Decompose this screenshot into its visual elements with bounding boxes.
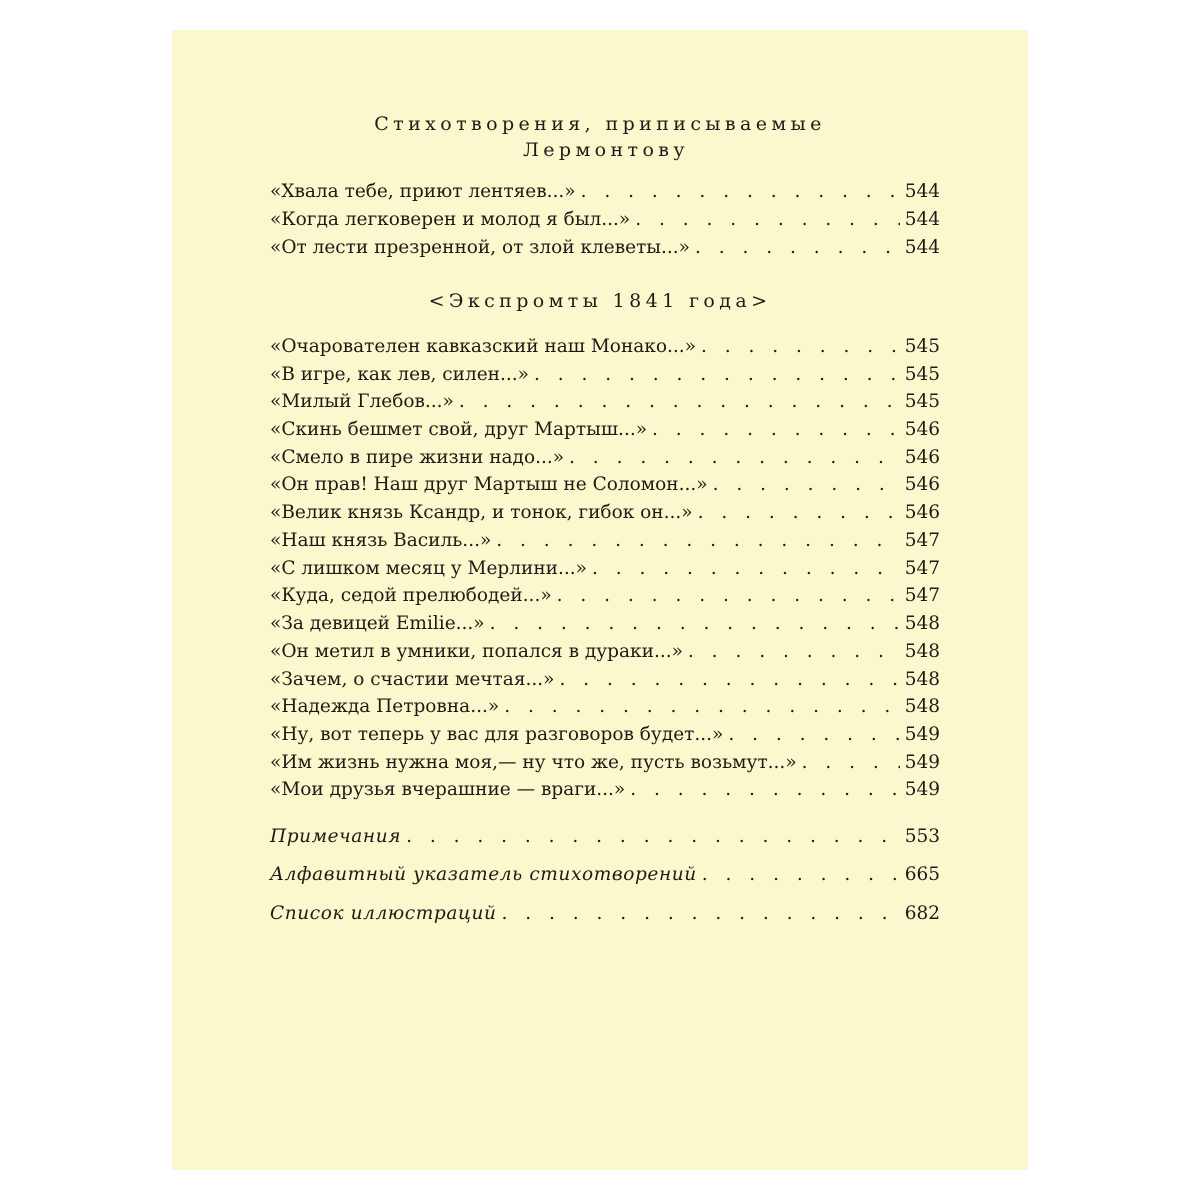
entry-page-number: 546 (904, 502, 940, 523)
entry-page-number: 547 (904, 558, 940, 579)
entry-title: «Ну, вот теперь у вас для разговоров будет...» (270, 724, 724, 745)
entry-page-number: 544 (904, 181, 940, 202)
toc-entry-illustrations[interactable] (270, 900, 940, 928)
toc-entry[interactable] (270, 582, 940, 610)
entry-title: «Милый Глебов...» (270, 391, 454, 412)
toc-entry[interactable] (270, 638, 940, 666)
entry-title: «Им жизнь нужна моя,— ну что же, пусть возьмут...» (270, 752, 797, 773)
entry-title: «С лишком месяц у Мерлини...» (270, 558, 587, 579)
dot-leader (592, 555, 900, 583)
entry-title: «Мои друзья вчерашние — враги...» (270, 779, 626, 800)
toc-entry[interactable] (270, 776, 940, 804)
toc-entry[interactable] (270, 471, 940, 499)
dot-leader (581, 178, 900, 206)
dot-leader (569, 444, 900, 472)
dot-leader (652, 416, 900, 444)
toc-entry[interactable] (270, 388, 940, 416)
entry-title: «Он метил в умники, попался в дураки...» (270, 641, 683, 662)
entry-page-number: 548 (904, 613, 940, 634)
entry-page-number: 544 (904, 209, 940, 230)
entry-title: Примечания (270, 826, 402, 847)
entry-page-number: 549 (904, 779, 940, 800)
toc-entry[interactable] (270, 361, 940, 389)
entry-title: «Очарователен кавказский наш Монако...» (270, 336, 696, 357)
dot-leader (406, 823, 900, 851)
section-heading-impromptus: <Экспромты 1841 года> (428, 290, 772, 312)
entry-page-number: 553 (904, 826, 940, 847)
entry-page-number: 549 (904, 724, 940, 745)
entry-page-number: 546 (904, 447, 940, 468)
entry-title: Список иллюстраций (270, 903, 497, 924)
dot-leader (688, 638, 900, 666)
toc-entry[interactable] (270, 333, 940, 361)
entry-page-number: 545 (904, 391, 940, 412)
entry-title: «Велик князь Ксандр, и тонок, гибок он...» (270, 502, 693, 523)
dot-leader (504, 693, 900, 721)
dot-leader (702, 861, 900, 889)
toc-entry[interactable] (270, 499, 940, 527)
dot-leader (635, 206, 900, 234)
dot-leader (802, 749, 900, 777)
dot-leader (698, 499, 900, 527)
entry-page-number: 548 (904, 696, 940, 717)
dot-leader (713, 471, 900, 499)
entry-page-number: 548 (904, 669, 940, 690)
dot-leader (630, 776, 900, 804)
entry-page-number: 547 (904, 530, 940, 551)
dot-leader (701, 333, 900, 361)
entry-page-number: 547 (904, 585, 940, 606)
dot-leader (496, 527, 900, 555)
entry-title: «Хвала тебе, приют лентяев...» (270, 181, 576, 202)
toc-entry[interactable] (270, 749, 940, 777)
toc-entry[interactable] (270, 610, 940, 638)
entry-title: «Надежда Петровна...» (270, 696, 500, 717)
entry-page-number: 682 (904, 903, 940, 924)
entry-page-number: 545 (904, 364, 940, 385)
entry-page-number: 546 (904, 474, 940, 495)
dot-leader (559, 666, 900, 694)
toc-entry[interactable] (270, 178, 940, 206)
dot-leader (490, 610, 900, 638)
toc-entry[interactable] (270, 555, 940, 583)
section-heading-attributed: Стихотворения, приписываемые (374, 113, 826, 135)
section-heading-attributed-line2: Лермонтову (523, 139, 689, 161)
book-page (172, 30, 1028, 1170)
toc-entry[interactable] (270, 416, 940, 444)
entry-title: «От лести презренной, от злой клеветы...» (270, 237, 690, 258)
entry-page-number: 544 (904, 237, 940, 258)
entry-title: «Скинь бешмет свой, друг Мартыш...» (270, 419, 648, 440)
dot-leader (534, 361, 900, 389)
entry-title: «Наш князь Василь...» (270, 530, 492, 551)
toc-entry[interactable] (270, 444, 940, 472)
entry-page-number: 665 (904, 864, 940, 885)
dot-leader (459, 388, 900, 416)
entry-page-number: 545 (904, 336, 940, 357)
toc-entry[interactable] (270, 206, 940, 234)
toc-entry[interactable] (270, 666, 940, 694)
entry-title: «Он прав! Наш друг Мартыш не Соломон...» (270, 474, 708, 495)
toc-entry-notes[interactable] (270, 823, 940, 851)
dot-leader (695, 234, 900, 262)
entry-page-number: 546 (904, 419, 940, 440)
toc-entry-index[interactable] (270, 861, 940, 889)
toc-entry[interactable] (270, 234, 940, 262)
entry-page-number: 549 (904, 752, 940, 773)
toc-entry[interactable] (270, 527, 940, 555)
entry-title: «Когда легковерен и молод я был...» (270, 209, 631, 230)
entry-title: «В игре, как лев, силен...» (270, 364, 529, 385)
toc-entry[interactable] (270, 721, 940, 749)
dot-leader (728, 721, 900, 749)
toc-entry[interactable] (270, 693, 940, 721)
entry-title: Алфавитный указатель стихотворений (270, 864, 697, 885)
entry-title: «За девицей Emilie...» (270, 613, 485, 634)
entry-title: «Смело в пире жизни надо...» (270, 447, 565, 468)
entry-title: «Зачем, о счастии мечтая...» (270, 669, 555, 690)
dot-leader (557, 582, 900, 610)
entry-title: «Куда, седой прелюбодей...» (270, 585, 552, 606)
entry-page-number: 548 (904, 641, 940, 662)
dot-leader (502, 900, 901, 928)
